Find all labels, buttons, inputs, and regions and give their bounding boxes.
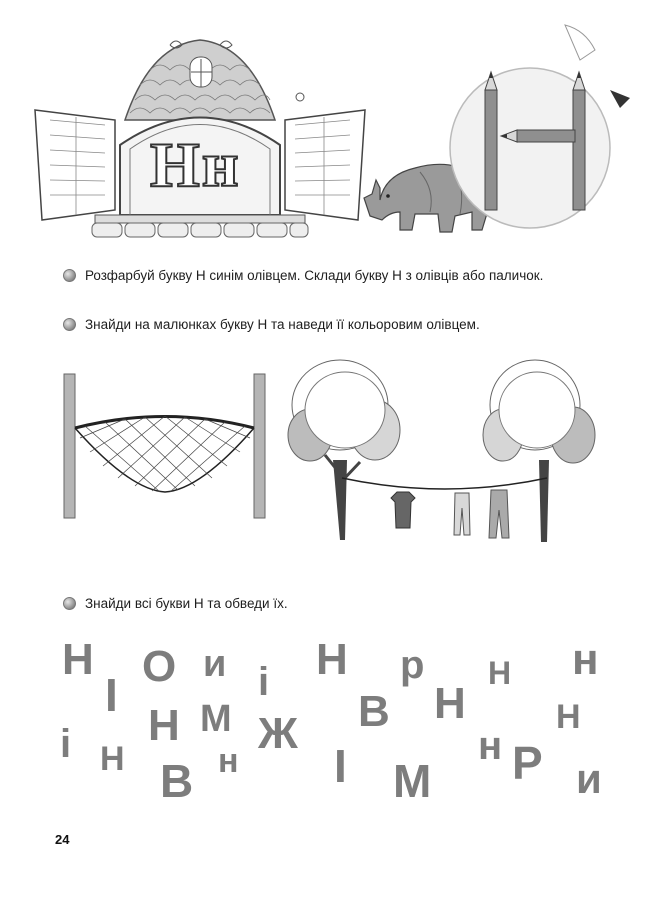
letter-item[interactable]: Н [556,698,581,736]
letter-item[interactable]: М [393,755,432,807]
letter-item[interactable]: Ж [258,709,298,758]
letter-item[interactable]: н [218,742,239,780]
page-number: 24 [55,832,70,847]
trees-clothesline-illustration [285,350,605,550]
letter-item[interactable]: н [572,635,599,684]
letter-item[interactable]: и [576,755,602,802]
letter-item[interactable]: І [334,740,347,792]
task-3 [63,596,288,611]
letter-item[interactable]: В [358,687,390,736]
bullet-icon [63,597,76,610]
hammock-illustration [60,370,275,525]
bullet-icon [63,269,76,282]
letter-item[interactable]: и [203,643,227,685]
task-1 [63,268,543,283]
task-1-text: Розфарбуй букву Н синім олівцем. Склади букву Н з олівців або паличок. [85,268,544,283]
letter-item[interactable]: Н [488,655,512,691]
task-2 [63,317,480,332]
pencils-h-illustration [445,20,645,240]
letter-item[interactable]: р [400,643,425,687]
letter-item[interactable]: і [60,722,72,766]
letter-item[interactable]: Н [148,701,180,750]
letter-item[interactable]: І [105,669,118,721]
task-3-text: Знайди всі букви Н та обведи їх. [85,596,288,611]
big-letters-nn: Нн [150,129,241,200]
letter-item[interactable]: Н [100,740,125,778]
letter-item[interactable]: Н [316,635,348,684]
letter-item[interactable]: Р [512,737,543,789]
bullet-icon [63,318,76,331]
letter-item[interactable]: Н [62,635,94,684]
letter-item[interactable]: М [200,698,232,740]
task-2-text: Знайди на малюнках букву Н та наведи її кольоровим олівцем. [85,317,480,332]
letter-item[interactable]: н [478,724,503,768]
letter-item[interactable]: Н [434,679,466,728]
letter-item[interactable]: і [258,660,270,704]
letter-item[interactable]: О [142,642,177,691]
letter-item[interactable]: В [160,755,194,807]
